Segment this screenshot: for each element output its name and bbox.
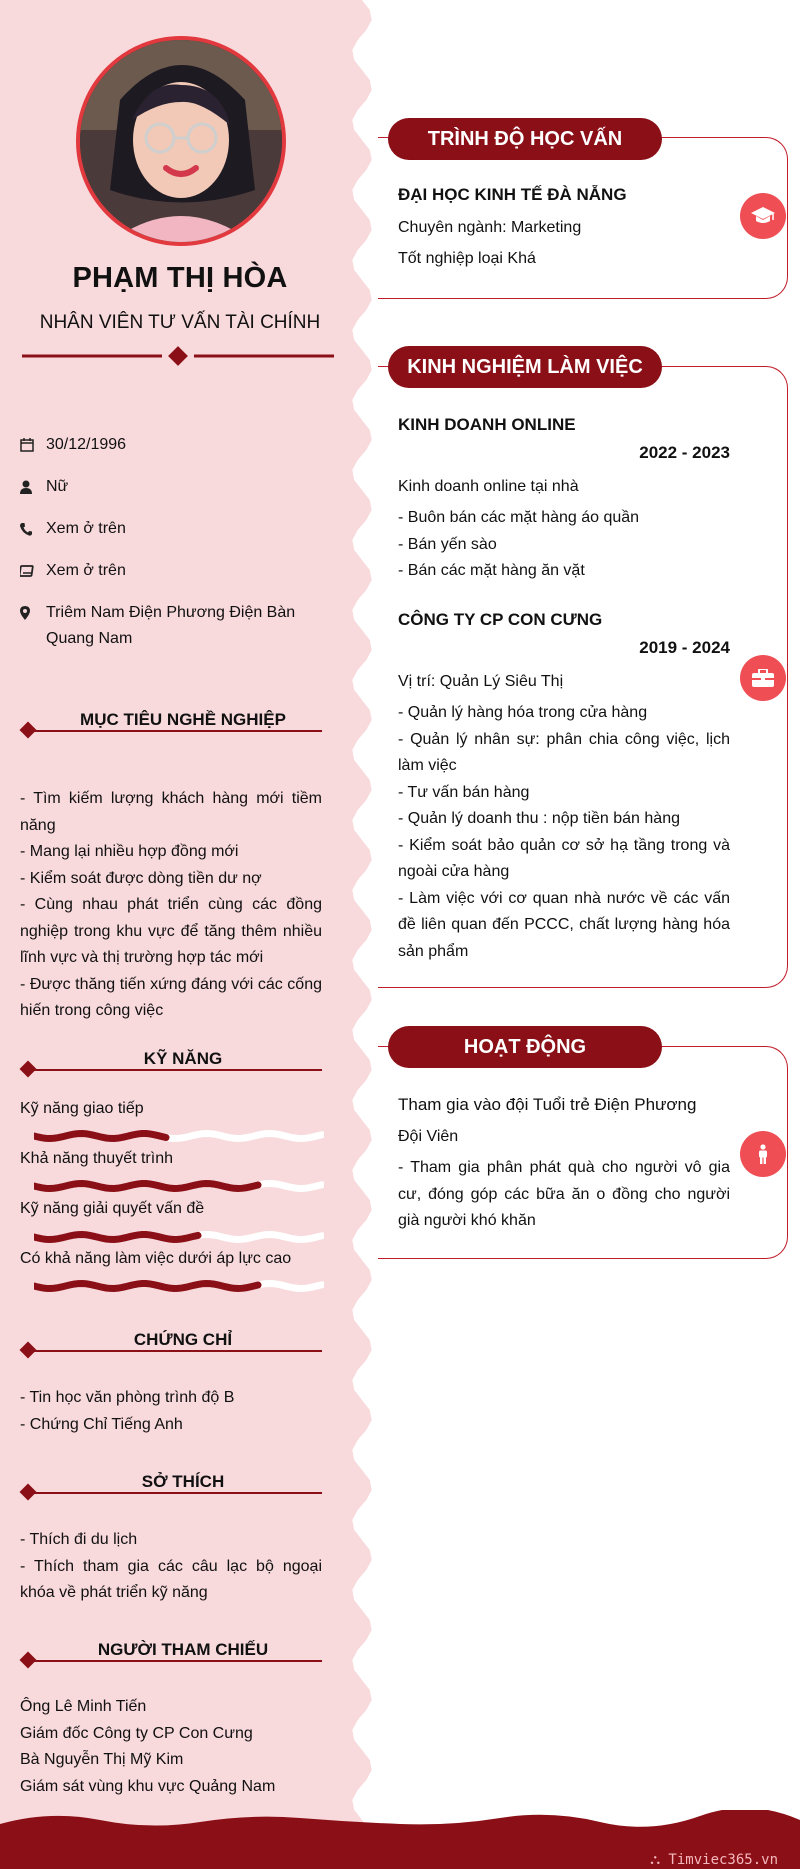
skills-heading	[20, 1049, 322, 1079]
skill-label: Kỹ năng giải quyết vấn đề	[20, 1200, 205, 1217]
briefcase-icon	[740, 655, 786, 701]
skill-bar-fill	[34, 1284, 258, 1289]
avatar	[80, 40, 282, 242]
activity-name: Tham gia vào đội Tuổi trẻ Điện Phương	[398, 1095, 697, 1114]
job-duty: - Quản lý hàng hóa trong cửa hàng	[398, 704, 648, 721]
certificates-title: CHỨNG CHỈ	[133, 1330, 233, 1349]
job-company: CÔNG TY CP CON CƯNG	[398, 610, 603, 629]
info-gender-text: Nữ	[46, 478, 69, 495]
skill-bar	[34, 1280, 324, 1292]
certificate-line: - Tin học văn phòng trình độ B	[20, 1389, 235, 1406]
job-duty: - Kiểm soát bảo quản cơ sở hạ tầng trong và ngoài cửa hàng	[398, 836, 730, 880]
candidate-name: PHẠM THỊ HÒA	[72, 262, 288, 294]
activity-role: Đội Viên	[398, 1128, 459, 1145]
activities-title: HOẠT ĐỘNG	[388, 1026, 662, 1068]
certificate-line: - Chứng Chỉ Tiếng Anh	[20, 1415, 183, 1433]
objective-text	[20, 786, 322, 1025]
skill-bar	[34, 1130, 324, 1142]
info-email-text: Xem ở trên	[46, 562, 126, 579]
info-address-text: Triêm Nam Điện Phương Điện Bàn Quang Nam	[46, 604, 296, 647]
hobbies-text	[20, 1527, 322, 1607]
education-major: Chuyên ngành: Marketing	[398, 219, 582, 236]
reference-line: Ông Lê Minh Tiến	[20, 1698, 147, 1715]
hobby-line: - Thích tham gia các câu lạc bộ ngoại khóa về phát triển kỹ năng	[20, 1557, 322, 1601]
info-birthdate-text: 30/12/1996	[46, 436, 127, 453]
objective-line: - Kiểm soát được dòng tiền dư nợ	[20, 869, 262, 887]
job-duty: - Làm việc với cơ quan nhà nước về các vấn đề liên quan đến PCCC, chất lượng hàng hóa sản phẩm	[398, 889, 730, 960]
info-phone	[20, 516, 330, 542]
info-gender	[20, 474, 330, 500]
skill-bar	[34, 1180, 324, 1192]
name-divider	[22, 346, 334, 366]
phone-icon	[20, 516, 46, 542]
info-email	[20, 558, 330, 584]
hobbies-heading	[20, 1472, 322, 1502]
education-title: TRÌNH ĐỘ HỌC VẤN	[388, 118, 662, 160]
job-duty: - Bán yến sào	[398, 535, 497, 553]
job-years: 2019 - 2024	[639, 638, 730, 657]
skill-bar-fill	[34, 1235, 198, 1240]
objective-line: - Cùng nhau phát triển cùng các đồng nghiệp trong khu vực để tăng thêm nhiều lĩnh vực và thị trường hợp tác mới	[20, 896, 322, 966]
calendar-icon	[20, 432, 46, 458]
experience-title: KINH NGHIỆM LÀM VIỆC	[388, 346, 662, 388]
education-grade: Tốt nghiệp loại Khá	[398, 250, 536, 267]
person-standing-icon	[740, 1131, 786, 1177]
graduation-cap-icon	[740, 193, 786, 239]
certificates-heading	[20, 1330, 322, 1360]
info-address	[20, 600, 330, 652]
references-heading	[20, 1640, 322, 1670]
job-duty: - Tư vấn bán hàng	[398, 783, 530, 801]
objective-title: MỤC TIÊU NGHỀ NGHIỆP	[80, 710, 286, 729]
skill-label: Kỹ năng giao tiếp	[20, 1100, 144, 1117]
job-years: 2022 - 2023	[639, 443, 730, 462]
job-duty: - Quản lý doanh thu : nộp tiền bán hàng	[398, 810, 680, 827]
job-duties	[398, 700, 730, 965]
skill-bar-fill	[34, 1134, 166, 1139]
objective-line: - Được thăng tiến xứng đáng với các cống hiến trong công việc	[20, 975, 322, 1019]
watermark: ⛬ Timviec365.vn	[650, 1852, 778, 1868]
email-icon	[20, 558, 46, 584]
info-phone-text: Xem ở trên	[46, 520, 126, 537]
job-company: KINH DOANH ONLINE	[398, 415, 576, 434]
objective-heading	[20, 710, 322, 740]
location-icon	[20, 600, 46, 626]
watermark-text: Timviec365.vn	[668, 1852, 778, 1868]
skill-label: Khả năng thuyết trình	[20, 1150, 173, 1167]
skill-bar-fill	[34, 1184, 258, 1189]
person-icon	[20, 474, 46, 500]
skill-label: Có khả năng làm việc dưới áp lực cao	[20, 1250, 292, 1267]
personal-info	[20, 432, 330, 668]
objective-line: - Tìm kiếm lượng khách hàng mới tiềm năng	[20, 790, 322, 834]
reference-line: Giám sát vùng khu vực Quảng Nam	[20, 1777, 276, 1795]
education-school: ĐẠI HỌC KINH TẾ ĐÀ NẴNG	[398, 185, 627, 204]
job-position: Vị trí: Quản Lý Siêu Thị	[398, 673, 564, 690]
info-birthdate	[20, 432, 330, 458]
hobby-line: - Thích đi du lịch	[20, 1531, 138, 1548]
job-duties	[398, 505, 730, 585]
skill-bar	[34, 1231, 324, 1243]
certificates-text	[20, 1385, 322, 1438]
skills-title: KỸ NĂNG	[143, 1049, 223, 1068]
job-position: Kinh doanh online tại nhà	[398, 478, 579, 495]
reference-line: Giám đốc Công ty CP Con Cưng	[20, 1724, 253, 1742]
profile-photo	[76, 36, 286, 246]
references-text	[20, 1694, 322, 1800]
activity-description: - Tham gia phân phát quà cho người vô gia cư, đóng góp các bữa ăn o đồng cho người già người khó khăn	[398, 1159, 730, 1229]
job-duty: - Bán các mặt hàng ăn vặt	[398, 562, 585, 579]
references-title: NGƯỜI THAM CHIẾU	[97, 1640, 269, 1659]
job-duty: - Buôn bán các mặt hàng áo quần	[398, 509, 640, 526]
candidate-role: NHÂN VIÊN TƯ VẤN TÀI CHÍNH	[39, 312, 321, 333]
objective-line: - Mang lại nhiều hợp đồng mới	[20, 843, 239, 860]
reference-line: Bà Nguyễn Thị Mỹ Kim	[20, 1751, 184, 1768]
hobbies-title: SỞ THÍCH	[141, 1472, 225, 1491]
job-duty: - Quản lý nhân sự: phân chia công việc, lịch làm việc	[398, 730, 730, 774]
